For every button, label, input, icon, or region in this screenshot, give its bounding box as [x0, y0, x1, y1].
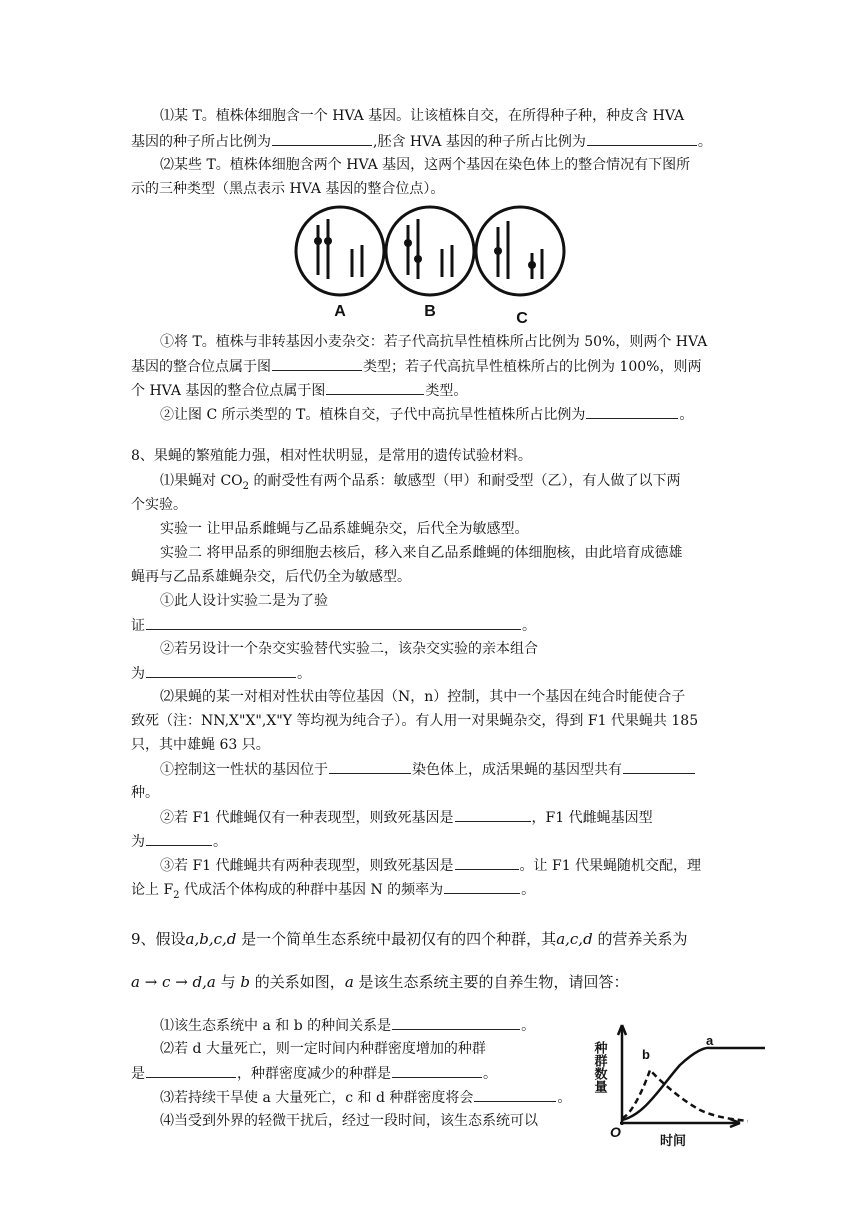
q8-title: 8、果蝇的繁殖能力强，相对性状明显，是常用的遗传试验材料。 [131, 448, 532, 464]
q8-part2-line2: 致死（注：NN,X"X",X"Y 等均视为纯合子）。有人用一对果蝇杂交，得到 F1 代果蝇共 185 [131, 713, 699, 729]
x-axis-label: 时间 [660, 1133, 687, 1148]
q8-r3-line2: 论上 $F_2$ 代成活个体构成的种群中基因 N 的频率为 。 [131, 879, 535, 906]
hva-site-dot [494, 247, 502, 255]
answer-blank[interactable] [326, 380, 424, 395]
q8-r2-line1: ②若 F1 代雌蝇仅有一种表现型，则致死基因是 ，F1 代雌蝇基因型 [160, 807, 653, 828]
q8-r1-line2: 种。 [131, 785, 159, 801]
q9-a2-line2: 是 ，种群密度减少的种群是 。 [131, 1063, 497, 1084]
q8-experiment2-line2: 蝇再与乙品系雄蝇杂交，后代仍全为敏感型。 [131, 569, 411, 585]
q7-sub2: ②让图 C 所示类型的 T。植株自交，子代中高抗旱性植株所占比例为 。 [160, 404, 693, 425]
answer-blank[interactable] [392, 1063, 482, 1078]
q8-part2-line1: ⑵果蝇的某一对相对性状由等位基因（N，n）控制，其中一个基因在纯合时能使合子 [160, 689, 686, 705]
cell-circle-b [386, 207, 474, 295]
q8-q1-line1: ①此人设计实验二是为了验 [160, 593, 328, 609]
answer-blank[interactable] [146, 831, 212, 846]
answer-blank[interactable] [146, 663, 296, 678]
curve-label-a: a [706, 1033, 714, 1048]
chromosome-integration-figure [292, 203, 592, 328]
q8-part2-line3: 只，其中雄蝇 63 只。 [131, 737, 270, 753]
q8-experiment1: 实验一 让甲品系雌蝇与乙品系雄蝇杂交，后代全为敏感型。 [160, 521, 529, 537]
figure-label-b: B [424, 303, 436, 320]
q9-a3: ⑶若持续干旱使 a 大量死亡，c 和 d 种群密度将会 。 [160, 1087, 571, 1108]
answer-blank[interactable] [329, 759, 411, 774]
answer-blank[interactable] [623, 759, 695, 774]
answer-blank[interactable] [146, 615, 521, 630]
cell-circle-c [476, 207, 564, 295]
answer-blank[interactable] [146, 1063, 236, 1078]
y-axis-label: 种群数量 [592, 1041, 608, 1093]
curve-label-b: b [642, 1047, 650, 1062]
answer-blank[interactable] [272, 356, 362, 371]
q7-sub1-line3: 个 HVA 基因的整合位点属于图 类型。 [131, 380, 467, 401]
answer-blank[interactable] [444, 879, 520, 894]
hva-site-dot [324, 237, 332, 245]
curve-b [622, 1070, 748, 1121]
hva-site-dot [528, 261, 536, 269]
hva-site-dot [314, 237, 322, 245]
q8-experiment2-line1: 实验二 将甲品系的卵细胞去核后，移入来自乙品系雌蝇的体细胞核，由此培育成德雄 [160, 545, 683, 561]
q8-q2-line1: ②若另设计一个杂交实验替代实验二，该杂交实验的亲本组合 [160, 641, 538, 657]
q7-part1-line2: 基因的种子所占比例为 ,胚含 HVA 基因的种子所占比例为 。 [131, 131, 712, 152]
cell-circle-a [296, 207, 384, 295]
q7-sub1-line2: 基因的整合位点属于图 类型；若子代高抗旱性植株所占的比例为 100%，则两 [131, 356, 701, 377]
figure-label-c: C [516, 310, 528, 327]
answer-blank[interactable] [392, 1015, 520, 1030]
q8-q2-line2: 为 。 [131, 663, 311, 684]
q8-part1-line1: ⑴果蝇对 $CO_2$ 的耐受性有两个品系：敏感型（甲）和耐受型（乙），有人做了以下两 [160, 473, 681, 492]
q9-a2-line1: ⑵若 d 大量死亡，则一定时间内种群密度增加的种群 [160, 1041, 486, 1057]
figure-label-a: A [334, 303, 346, 320]
q7-part2-line1: ⑵某些 T。植株体细胞含两个 HVA 基因，这两个基因在染色体上的整合情况有下图所 [160, 157, 691, 173]
q9-a1: ⑴该生态系统中 a 和 b 的种间关系是 。 [160, 1015, 535, 1036]
q7-sub1-line1: ①将 T。植株与非转基因小麦杂交：若子代高抗旱性植株所占比例为 50%，则两个 HVA [160, 334, 708, 350]
q9-a4: ⑷当受到外界的轻微干扰后，经过一段时间，该生态系统可以 [160, 1113, 538, 1129]
answer-blank[interactable] [586, 404, 678, 419]
answer-blank[interactable] [587, 131, 697, 146]
q8-q1-line2: 证 。 [131, 615, 536, 636]
answer-blank[interactable] [474, 1087, 556, 1102]
hva-site-dot [404, 239, 412, 247]
q7-part1-line1: ⑴某 T。植株体细胞含一个 HVA 基因。让该植株自交，在所得种子种，种皮含 HVA [160, 108, 685, 124]
q8-r3-line1: ③若 F1 代雌蝇共有两种表现型，则致死基因是 。让 F1 代果蝇随机交配，理 [160, 855, 701, 876]
q8-r2-line2: 为 。 [131, 831, 227, 852]
q9-line2: a → c → d,a 与 b 的关系如图，a 是该生态系统主要的自养生物，请回答： [131, 973, 629, 991]
q9-line1: 9、假设a,b,c,d 是一个简单生态系统中最初仅有的四个种群，其a,c,d 的营养关系为 [131, 930, 688, 948]
answer-blank[interactable] [455, 807, 531, 822]
origin-label: O [610, 1124, 621, 1140]
population-graph [590, 1015, 860, 1150]
q8-part1-line2: 个实验。 [131, 497, 187, 513]
q8-r1-line1: ①控制这一性状的基因位于 染色体上，成活果蝇的基因型共有 [160, 759, 696, 780]
q7-part2-line2: 示的三种类型（黑点表示 HVA 基因的整合位点）。 [131, 181, 445, 197]
hva-site-dot [414, 255, 422, 263]
answer-blank[interactable] [272, 131, 372, 146]
answer-blank[interactable] [455, 855, 519, 870]
